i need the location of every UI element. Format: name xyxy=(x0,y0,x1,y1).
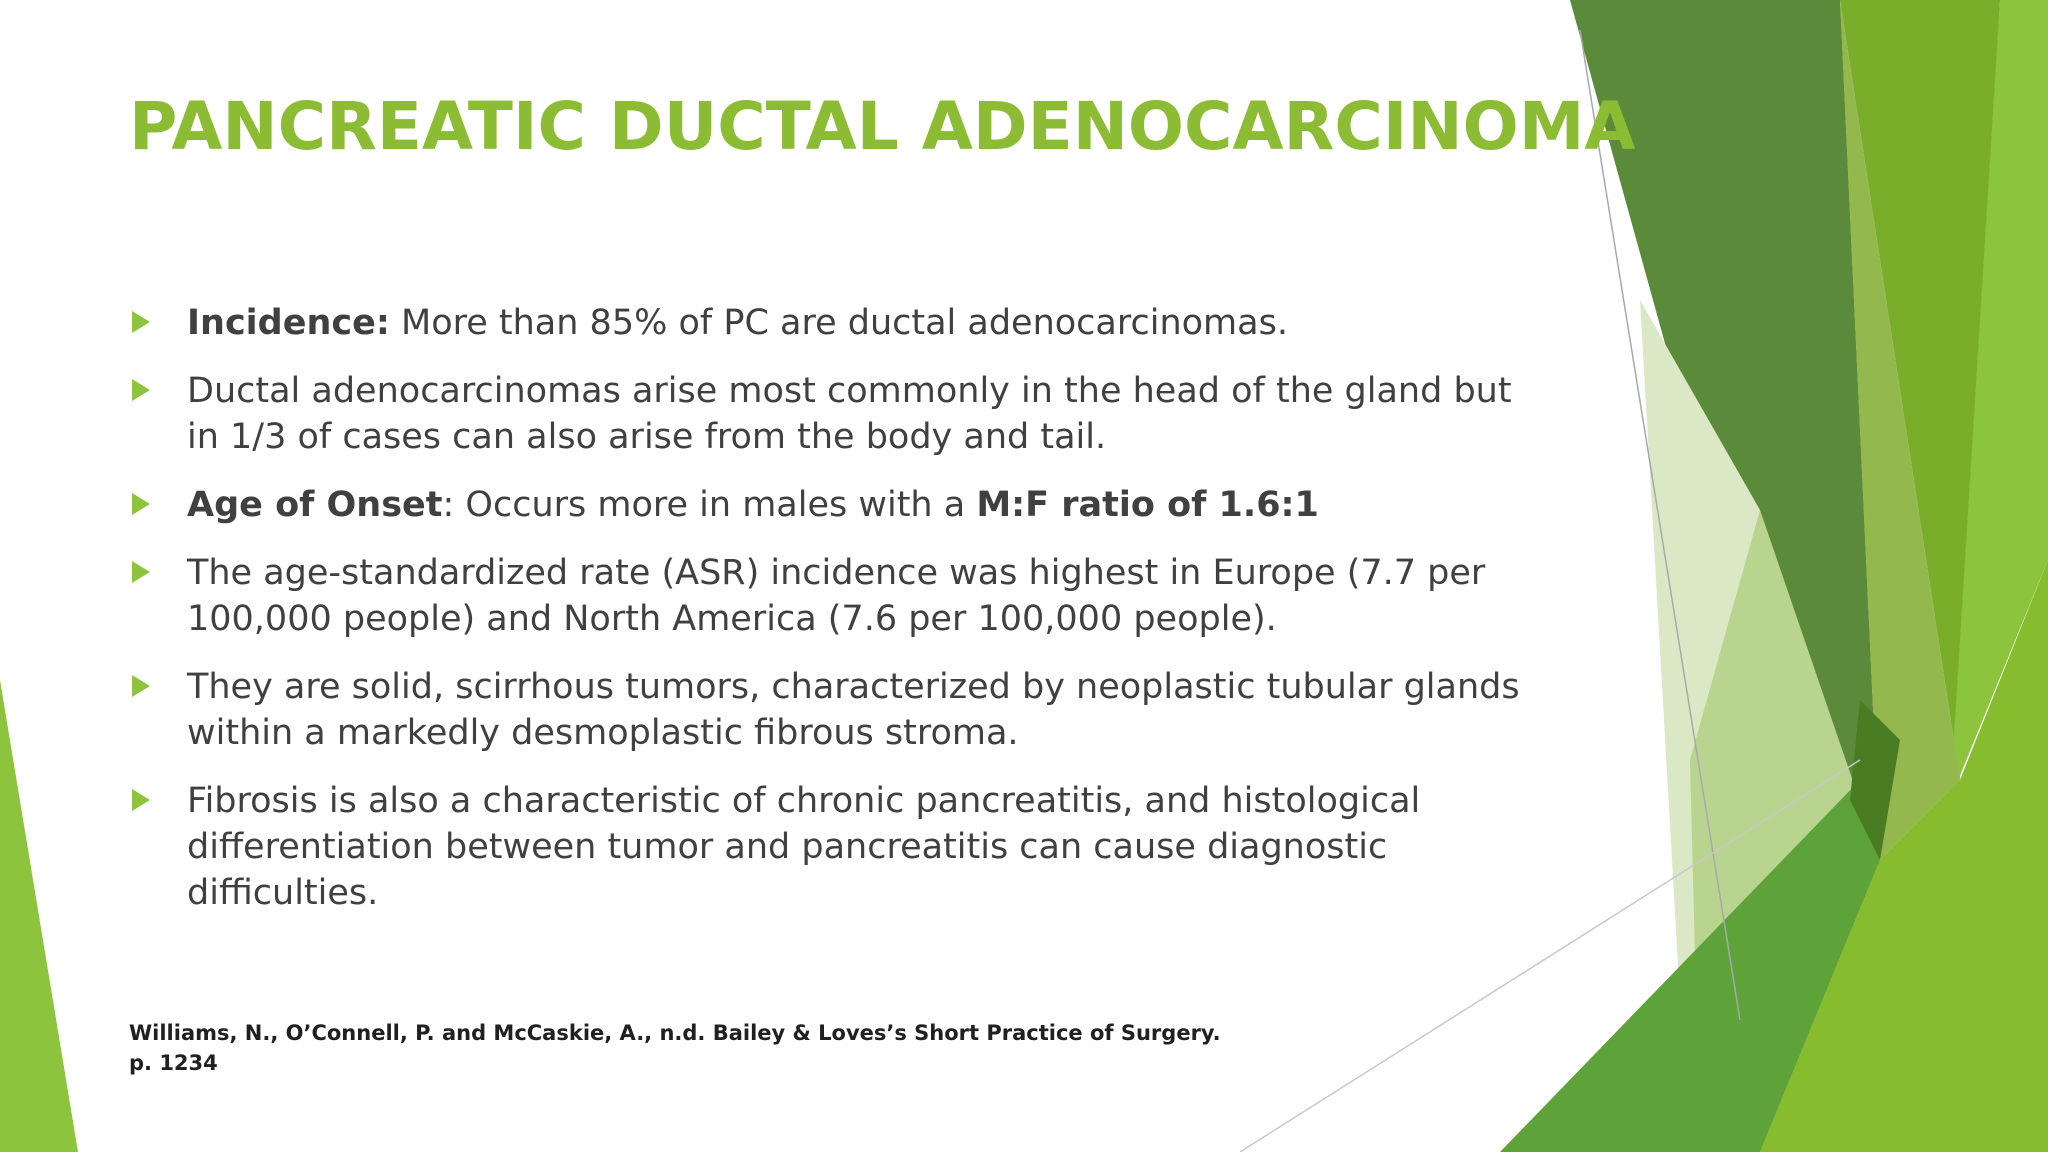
bullet-fibrosis xyxy=(130,778,1550,916)
bullet-text: Fibrosis is also a characteristic of chronic pancreatitis, and histological differentiation between tumor and pancreatitis can cause diagnostic difficulties. xyxy=(187,781,1421,913)
slide-title: PANCREATIC DUCTAL ADENOCARCINOMA xyxy=(129,88,1636,165)
bullet-location xyxy=(130,368,1550,460)
bullet-label: Age of Onset xyxy=(187,485,443,525)
bullet-text: Ductal adenocarcinomas arise most commonly in the head of the gland but in 1/3 of cases can also arise from the body and tail. xyxy=(187,371,1512,457)
bullet-emphasis: M:F ratio of 1.6:1 xyxy=(976,485,1319,525)
bullet-text: The age-standardized rate (ASR) incidence was highest in Europe (7.7 per 100,000 people) and North America (7.6 per 100,000 people). xyxy=(187,553,1486,639)
bullet-arrow-icon xyxy=(132,561,150,583)
bullet-label: Incidence: xyxy=(187,303,390,343)
bullet-arrow-icon xyxy=(132,789,150,811)
bullet-arrow-icon xyxy=(132,379,150,401)
reference-line-1: Williams, N., O’Connell, P. and McCaskie, A., n.d. Bailey & Loves’s Short Practice of Surgery. xyxy=(129,1021,1221,1045)
facet-left-sliver xyxy=(0,680,78,1152)
bullet-text: They are solid, scirrhous tumors, characterized by neoplastic tubular glands within a markedly desmoplastic fibrous stroma. xyxy=(187,667,1520,753)
bullet-age-of-onset xyxy=(130,482,1550,528)
bullet-text: More than 85% of PC are ductal adenocarcinomas. xyxy=(389,303,1288,343)
reference-citation xyxy=(129,1018,1221,1078)
bullet-arrow-icon xyxy=(132,675,150,697)
bullet-arrow-icon xyxy=(132,493,150,515)
bullet-asr-incidence xyxy=(130,550,1550,642)
bullet-morphology xyxy=(130,664,1550,756)
bullet-incidence xyxy=(130,300,1550,346)
reference-line-2: p. 1234 xyxy=(129,1051,218,1075)
bullet-list xyxy=(130,300,1550,938)
bullet-arrow-icon xyxy=(132,311,150,333)
bullet-text: : Occurs more in males with a xyxy=(442,485,977,525)
